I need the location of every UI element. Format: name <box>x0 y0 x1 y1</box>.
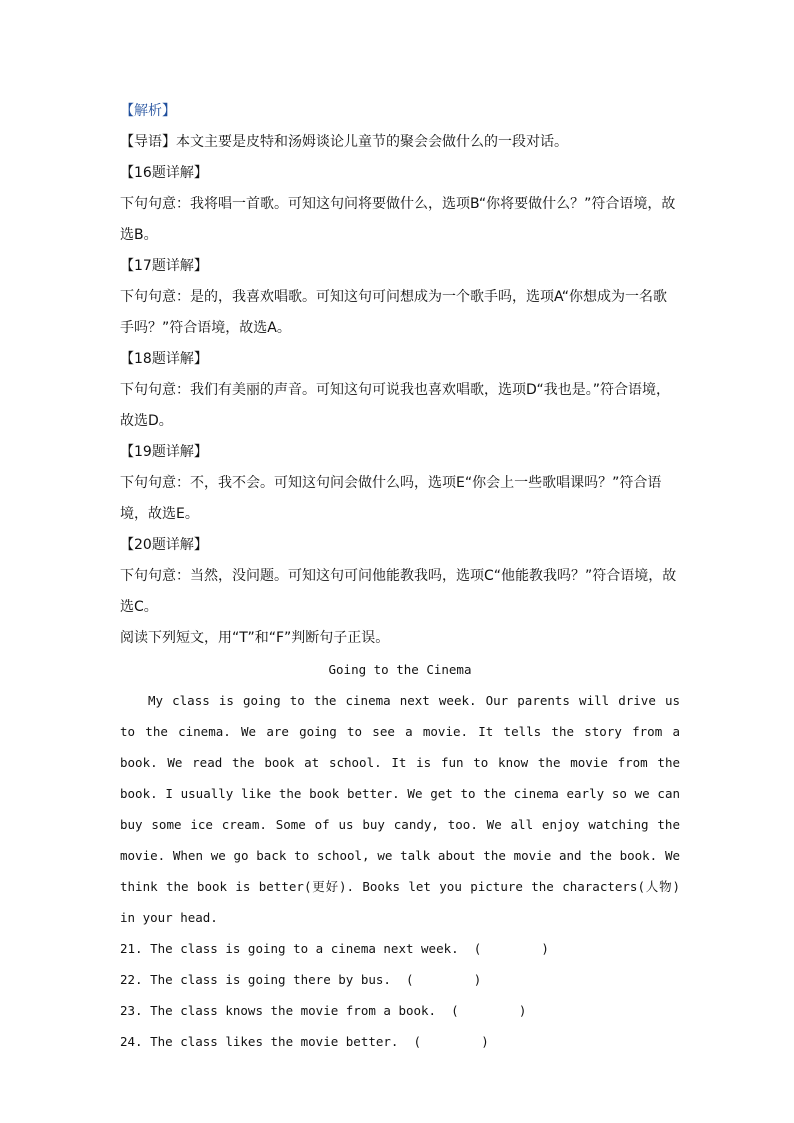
explanation-18 <box>120 344 680 437</box>
document-page <box>120 96 680 1057</box>
passage-title: Going to the Cinema <box>328 662 472 677</box>
explanation-text: 下句句意：不，我不会。可知这句问会做什么吗，选项E“你会上一些歌唱课吗？”符合语境，故选E。 <box>120 475 662 522</box>
passage-text: My class is going to the cinema next week. Our parents will drive us to the cinema. We are going to see a movie. It tells the story from a book. We read the book at school. It is fun to know the movie from the book. I usually like the book better. We get to the cinema early so we can buy some ice cream. Some of us buy candy, too. We all enjoy watching the movie. When we go back to school, we talk about the movie and the book. We think the book is better(更好). Books let you picture the characters(人物) in your head. <box>120 693 680 925</box>
explanation-20 <box>120 530 680 623</box>
question-22: 22. The class is going there by bus. ( ) <box>120 972 482 987</box>
explanation-text: 下句句意：我们有美丽的声音。可知这句可说我也喜欢唱歌，选项D“我也是。”符合语境，故选D。 <box>120 382 670 429</box>
question-21: 21. The class is going to a cinema next week. ( ) <box>120 941 549 956</box>
explanation-19 <box>120 437 680 530</box>
explanation-heading: 【17题详解】 <box>120 258 208 274</box>
explanation-text: 下句句意：是的，我喜欢唱歌。可知这句可问想成为一个歌手吗，选项A“你想成为一名歌手吗？”符合语境，故选A。 <box>120 289 668 336</box>
explanation-text: 下句句意：我将唱一首歌。可知这句问将要做什么，选项B“你将要做什么？”符合语境，故选B。 <box>120 196 676 243</box>
instruction-text: 阅读下列短文，用“T”和“F”判断句子正误。 <box>120 630 390 646</box>
explanation-heading: 【18题详解】 <box>120 351 208 367</box>
explanation-heading: 【19题详解】 <box>120 444 208 460</box>
analysis-label: 【解析】 <box>120 103 176 119</box>
guide-text: 【导语】本文主要是皮特和汤姆谈论儿童节的聚会会做什么的一段对话。 <box>120 134 568 150</box>
question-23: 23. The class knows the movie from a book. ( ) <box>120 1003 527 1018</box>
explanation-heading: 【20题详解】 <box>120 537 208 553</box>
explanation-16 <box>120 158 680 251</box>
explanation-text: 下句句意：当然，没问题。可知这句可问他能教我吗，选项C“他能教我吗？”符合语境，故选C。 <box>120 568 677 615</box>
explanation-heading: 【16题详解】 <box>120 165 208 181</box>
explanation-17 <box>120 251 680 344</box>
question-24: 24. The class likes the movie better. ( ) <box>120 1034 489 1049</box>
